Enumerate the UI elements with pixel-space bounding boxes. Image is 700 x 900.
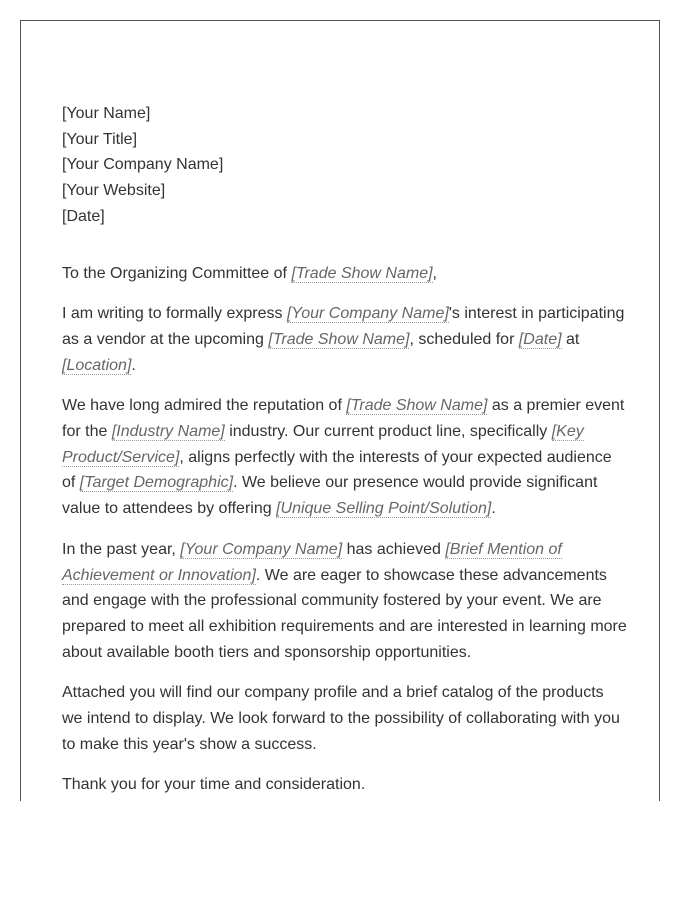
text-segment: In the past year, bbox=[62, 540, 181, 558]
salutation-suffix: , bbox=[432, 264, 437, 282]
sender-title: [Your Title] bbox=[62, 130, 138, 148]
text-segment: , aligns perfectly with the interests of your expected audience of bbox=[62, 448, 612, 492]
text-segment: I am writing to formally express bbox=[62, 305, 287, 323]
salutation-prefix: To the Organizing Committee of bbox=[62, 264, 292, 282]
text-segment: . We believe our presence would provide significant value to attendees by offering bbox=[62, 474, 598, 518]
salutation bbox=[62, 261, 627, 287]
sender-company: [Your Company Name] bbox=[62, 156, 224, 174]
closing-line: Thank you for your time and consideration. bbox=[62, 776, 366, 794]
placeholder-company-name: [Your Company Name] bbox=[286, 305, 449, 323]
paragraph-intent bbox=[62, 301, 627, 378]
sender-block bbox=[62, 101, 627, 230]
paragraph-fit bbox=[62, 393, 627, 522]
placeholder-location: [Location] bbox=[62, 356, 132, 374]
sender-name: [Your Name] bbox=[62, 105, 151, 122]
placeholder-target-demographic: [Target Demographic] bbox=[79, 474, 234, 492]
letter-page bbox=[20, 20, 660, 801]
placeholder-key-product: [Key Product/Service] bbox=[62, 423, 584, 466]
text-segment: , scheduled for bbox=[409, 330, 519, 348]
placeholder-date: [Date] bbox=[518, 330, 562, 348]
paragraph-achievement bbox=[62, 537, 627, 666]
text-segment: We have long admired the reputation of bbox=[62, 397, 347, 415]
text-segment: . bbox=[131, 356, 136, 374]
paragraph-attachments: Attached you will find our company profile and a brief catalog of the products we intend to display. We look forward to the possibility of collaborating with you to make this year's show a success. bbox=[62, 684, 620, 753]
text-segment: . We are eager to showcase these advancements and engage with the professional community fostered by your event. We are prepared to meet all exhibition requirements and are interested in learning more about available booth tiers and sponsorship opportunities. bbox=[62, 566, 627, 661]
placeholder-company-name: [Your Company Name] bbox=[180, 540, 343, 558]
text-segment: industry. Our current product line, specifically bbox=[224, 423, 552, 441]
letter-body bbox=[62, 101, 627, 801]
text-segment: . bbox=[491, 500, 496, 518]
text-segment: as a premier event for the bbox=[62, 397, 625, 441]
placeholder-achievement: [Brief Mention of Achievement or Innovation] bbox=[62, 540, 562, 584]
text-segment: at bbox=[561, 330, 580, 348]
placeholder-industry-name: [Industry Name] bbox=[111, 423, 225, 441]
placeholder-trade-show-name: [Trade Show Name] bbox=[291, 264, 433, 282]
sender-website: [Your Website] bbox=[62, 182, 166, 200]
placeholder-trade-show-name: [Trade Show Name] bbox=[268, 330, 410, 348]
placeholder-trade-show-name: [Trade Show Name] bbox=[346, 397, 488, 415]
sender-date: [Date] bbox=[62, 207, 105, 225]
text-segment: has achieved bbox=[342, 540, 446, 558]
text-segment: 's interest in participating as a vendor at the upcoming bbox=[62, 305, 625, 348]
placeholder-unique-selling-point: [Unique Selling Point/Solution] bbox=[276, 500, 492, 518]
